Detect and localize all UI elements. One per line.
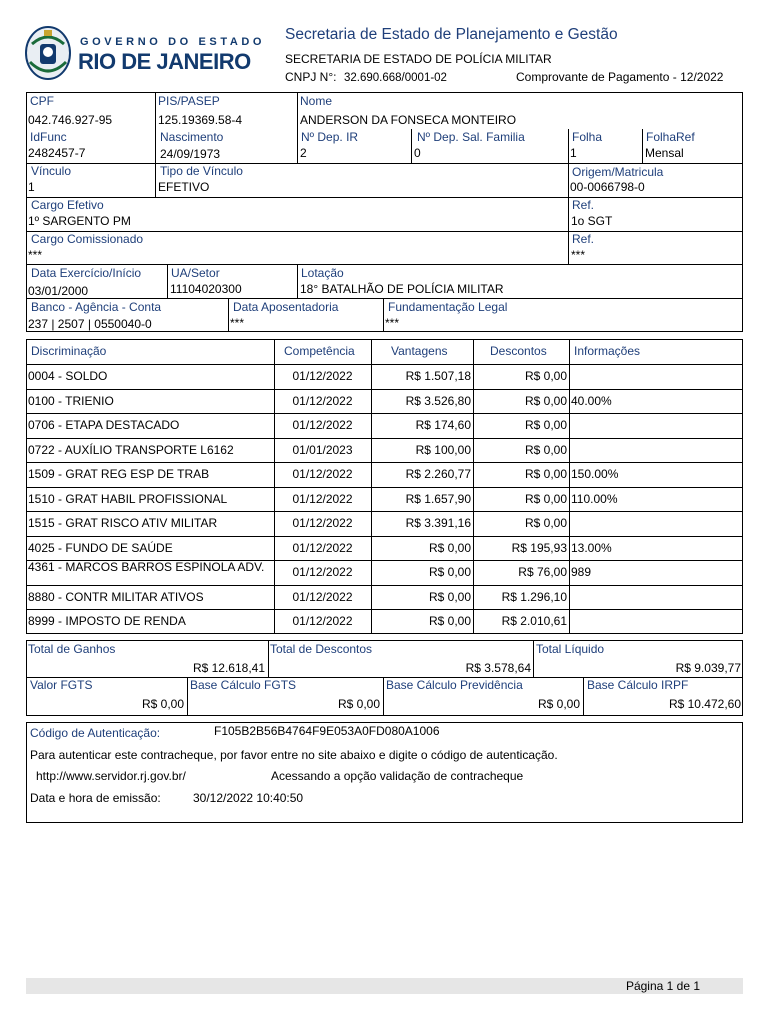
data-aposentadoria-value: ***: [230, 316, 245, 330]
page-indicator: Página 1 de 1: [625, 979, 700, 993]
item-vantagens: R$ 3.391,16: [405, 516, 471, 530]
auth-code-value: F105B2B56B4764F9E053A0FD080A1006: [214, 724, 440, 738]
item-description: 1515 - GRAT RISCO ATIV MILITAR: [28, 516, 218, 530]
col-informacoes: Informações: [574, 344, 641, 358]
item-description: 1510 - GRAT HABIL PROFISSIONAL: [28, 491, 228, 506]
table-row: [0, 438, 768, 463]
idfunc-value: 2482457-7: [28, 146, 86, 160]
table-row: [0, 536, 768, 561]
lotacao-value: 18° BATALHÃO DE POLÍCIA MILITAR: [300, 282, 504, 296]
base-fgts-label: Base Cálculo FGTS: [190, 678, 297, 692]
auth-code-label: Código de Autenticação:: [30, 726, 161, 740]
item-descontos: R$ 0,00: [524, 369, 567, 383]
cpf-value: 042.746.927-95: [28, 113, 113, 127]
item-description: 0722 - AUXÍLIO TRANSPORTE L6162: [28, 442, 234, 457]
item-descontos: R$ 0,00: [524, 418, 567, 432]
department-name: SECRETARIA DE ESTADO DE POLÍCIA MILITAR: [285, 52, 552, 66]
total-ganhos-label: Total de Ganhos: [28, 642, 116, 656]
base-irpf-label: Base Cálculo IRPF: [587, 678, 689, 692]
item-vantagens: R$ 2.260,77: [405, 467, 471, 481]
item-description: 4025 - FUNDO DE SAÚDE: [28, 540, 173, 555]
base-previdencia-value: R$ 0,00: [537, 697, 580, 711]
banco-label: Banco - Agência - Conta: [31, 300, 162, 314]
item-description: 0004 - SOLDO: [28, 369, 108, 383]
base-irpf-value: R$ 10.472,60: [668, 697, 741, 711]
valor-fgts-value: R$ 0,00: [141, 697, 184, 711]
nome-value: ANDERSON DA FONSECA MONTEIRO: [300, 113, 517, 127]
total-liquido-label: Total Líquido: [536, 642, 605, 656]
dep-ir-value: 2: [300, 146, 307, 160]
ref-comissionado-value: ***: [571, 248, 586, 262]
receipt-period: Comprovante de Pagamento - 12/2022: [516, 70, 724, 84]
origem-label: Origem/Matricula: [572, 165, 664, 179]
lotacao-label: Lotação: [301, 266, 344, 280]
table-row: [0, 511, 768, 536]
item-informacoes: 150.00%: [571, 467, 619, 481]
auth-url-hint: Acessando a opção validação de contracheque: [271, 769, 524, 783]
total-ganhos-value: R$ 12.618,41: [192, 661, 265, 675]
item-informacoes: 989: [571, 565, 592, 579]
item-competencia: 01/12/2022: [292, 393, 353, 408]
item-competencia: 01/12/2022: [292, 565, 353, 579]
item-description: 0100 - TRIENIO: [28, 393, 114, 408]
ua-setor-label: UA/Setor: [171, 266, 220, 280]
item-vantagens: R$ 100,00: [415, 442, 471, 457]
ua-setor-value: 11104020300: [170, 282, 242, 296]
fundamentacao-label: Fundamentação Legal: [388, 300, 508, 314]
data-aposentadoria-label: Data Aposentadoria: [233, 300, 339, 314]
cargo-comissionado-label: Cargo Comissionado: [31, 232, 144, 246]
item-competencia: 01/12/2022: [292, 369, 353, 383]
nascimento-label: Nascimento: [160, 130, 224, 144]
nascimento-value: 24/09/1973: [160, 147, 221, 161]
cnpj-value: 32.690.668/0001-02: [344, 72, 447, 84]
item-competencia: 01/12/2022: [292, 614, 353, 628]
item-descontos: R$ 195,93: [511, 540, 567, 555]
item-informacoes: 13.00%: [571, 540, 612, 555]
ref-label: Ref.: [572, 198, 595, 212]
table-row: [0, 560, 768, 585]
folha-value: 1: [570, 146, 577, 160]
employee-info-box: [26, 92, 743, 332]
pis-value: 125.19369.58-4: [158, 113, 243, 127]
item-competencia: 01/12/2022: [292, 589, 353, 604]
item-descontos: R$ 76,00: [518, 565, 567, 579]
cnpj-label: CNPJ N°:: [285, 70, 337, 84]
item-description: 1509 - GRAT REG ESP DE TRAB: [28, 467, 210, 481]
ref-value: 1o SGT: [571, 214, 613, 228]
total-descontos-label: Total de Descontos: [270, 642, 373, 656]
nome-label: Nome: [300, 94, 333, 108]
pis-label: PIS/PASEP: [158, 94, 220, 108]
folharef-value: Mensal: [645, 146, 684, 160]
item-description: 8880 - CONTR MILITAR ATIVOS: [28, 589, 204, 604]
vinculo-label: Vínculo: [31, 164, 72, 178]
item-competencia: 01/12/2022: [292, 491, 353, 506]
item-vantagens: R$ 1.657,90: [405, 491, 471, 506]
item-descontos: R$ 0,00: [524, 393, 567, 408]
item-descontos: R$ 0,00: [524, 442, 567, 457]
vinculo-value: 1: [28, 180, 35, 194]
table-row: [0, 364, 768, 389]
total-descontos-value: R$ 3.578,64: [465, 661, 531, 675]
table-row: [0, 585, 768, 610]
brand-bottom: RIO DE JANEIRO: [78, 49, 251, 74]
item-description: 0706 - ETAPA DESTACADO: [28, 418, 180, 432]
tipo-vinculo-label: Tipo de Vínculo: [160, 164, 243, 178]
emission-value: 30/12/2022 10:40:50: [193, 791, 304, 805]
auth-url-link[interactable]: http://www.servidor.rj.gov.br/: [36, 769, 186, 783]
data-exercicio-value: 03/01/2000: [28, 284, 89, 298]
item-vantagens: R$ 1.507,18: [405, 369, 471, 383]
cargo-efetivo-value: 1º SARGENTO PM: [28, 214, 131, 228]
dep-ir-label: Nº Dep. IR: [301, 130, 359, 144]
item-competencia: 01/01/2023: [292, 442, 353, 457]
item-descontos: R$ 0,00: [524, 491, 567, 506]
item-descontos: R$ 0,00: [524, 516, 567, 530]
table-row: [0, 389, 768, 414]
item-vantagens: R$ 0,00: [428, 565, 471, 579]
item-competencia: 01/12/2022: [292, 467, 353, 481]
col-discriminacao: Discriminação: [31, 344, 107, 358]
item-description: 8999 - IMPOSTO DE RENDA: [28, 614, 186, 628]
folharef-label: FolhaRef: [646, 130, 695, 144]
item-vantagens: R$ 174,60: [415, 418, 471, 432]
total-liquido-value: R$ 9.039,77: [675, 661, 741, 675]
table-row: [0, 462, 768, 487]
ref-comissionado-label: Ref.: [572, 232, 595, 246]
cpf-label: CPF: [30, 94, 54, 108]
item-competencia: 01/12/2022: [292, 540, 353, 555]
col-competencia: Competência: [284, 344, 355, 358]
item-description: 4361 - MARCOS BARROS ESPINOLA ADV.: [28, 560, 265, 574]
table-row: [0, 609, 768, 634]
item-competencia: 01/12/2022: [292, 516, 353, 530]
item-vantagens: R$ 0,00: [428, 540, 471, 555]
valor-fgts-label: Valor FGTS: [30, 678, 93, 692]
dep-sal-value: 0: [414, 146, 421, 160]
cargo-comissionado-value: ***: [28, 248, 43, 262]
cargo-efetivo-label: Cargo Efetivo: [31, 198, 104, 212]
base-fgts-value: R$ 0,00: [337, 697, 380, 711]
table-row: [0, 413, 768, 438]
emission-label: Data e hora de emissão:: [30, 791, 161, 805]
origem-value: 00-0066798-0: [570, 180, 645, 194]
col-descontos: Descontos: [490, 344, 547, 358]
item-informacoes: 40.00%: [571, 393, 612, 408]
item-vantagens: R$ 0,00: [428, 614, 471, 628]
item-vantagens: R$ 3.526,80: [405, 393, 471, 408]
page-title: Secretaria de Estado de Planejamento e Gestão: [285, 26, 618, 43]
banco-value: 237 | 2507 | 0550040-0: [28, 317, 152, 331]
state-logo: [22, 22, 272, 82]
fundamentacao-value: ***: [385, 316, 400, 330]
col-vantagens: Vantagens: [391, 344, 448, 358]
tipo-vinculo-value: EFETIVO: [158, 180, 210, 194]
brand-top: GOVERNO DO ESTADO: [80, 36, 266, 48]
table-row: [0, 487, 768, 512]
item-competencia: 01/12/2022: [292, 418, 353, 432]
idfunc-label: IdFunc: [30, 130, 67, 144]
item-informacoes: 110.00%: [571, 491, 618, 506]
base-previdencia-label: Base Cálculo Previdência: [386, 678, 523, 692]
item-vantagens: R$ 0,00: [428, 589, 471, 604]
item-descontos: R$ 0,00: [524, 467, 567, 481]
auth-instructions: Para autenticar este contracheque, por favor entre no site abaixo e digite o código de autenticação.: [30, 748, 558, 762]
data-exercicio-label: Data Exercício/Início: [31, 266, 142, 280]
folha-label: Folha: [572, 130, 603, 144]
item-descontos: R$ 2.010,61: [501, 614, 567, 628]
dep-sal-label: Nº Dep. Sal. Familia: [417, 130, 525, 144]
item-descontos: R$ 1.296,10: [501, 589, 567, 604]
